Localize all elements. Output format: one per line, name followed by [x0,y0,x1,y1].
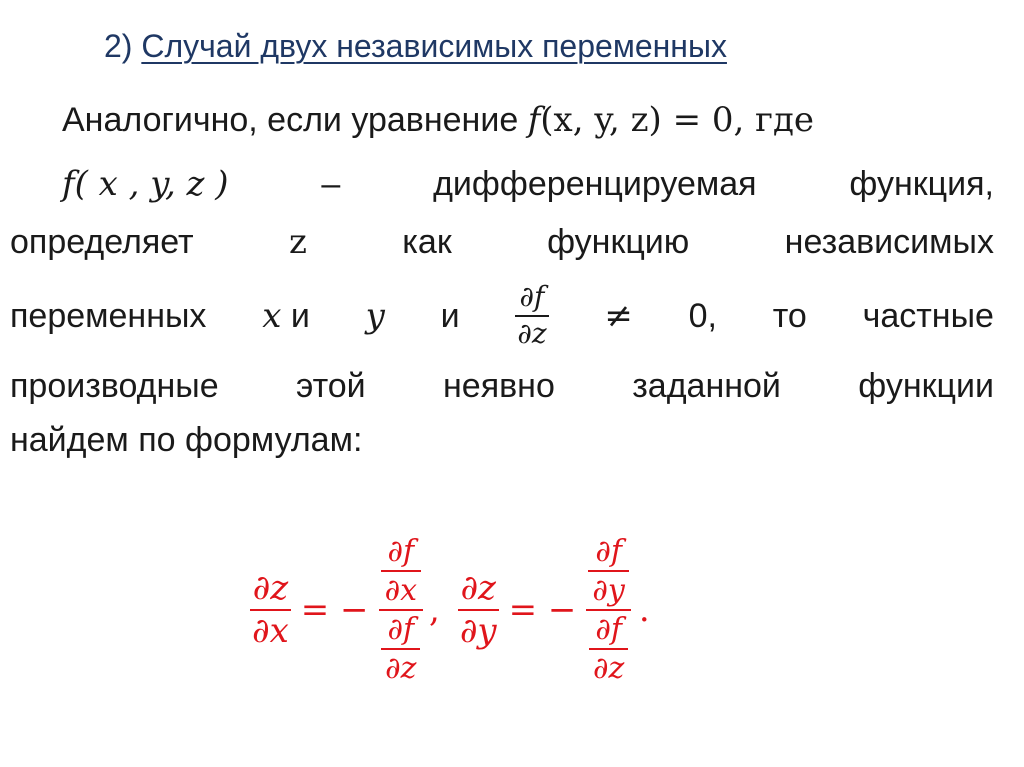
line4-then: то [772,297,807,335]
text-line-5 [10,366,994,406]
line2-word-1: дифференцируемая [433,165,757,203]
line4-y: y [365,296,385,336]
formula-eq-2: = − [508,590,577,630]
lhs1-denominator: ∂x [252,611,289,651]
formula-lhs-1 [250,567,291,651]
line3-word-3: функцию [547,223,690,261]
rhs2-bottom-denominator: ∂z [592,651,625,686]
formula-rhs-2 [586,535,630,685]
slide-title [104,28,727,65]
text-line-4 [10,276,994,356]
line1-args: (x, y, z) = 0, где [540,100,815,140]
line1-f: f [527,100,541,140]
line4-frac-denominator: ∂z [517,317,547,350]
line4-zero: 0, [688,297,717,335]
line2-dash: – [321,165,341,203]
rhs2-top-denominator: ∂y [592,573,625,608]
line3-word-2: как [402,223,452,261]
formula-rhs-1 [379,535,423,685]
fraction-bar [588,570,628,572]
line4-word-1: переменных [10,297,207,335]
fraction-bar [381,570,421,572]
formula-comma: , [429,590,440,630]
line5-word-3: неявно [443,367,555,405]
line5-word-2: этой [295,367,366,405]
rhs1-bottom-numerator: ∂f [387,612,415,647]
rhs1-top-fraction [381,535,421,607]
formula-eq-1: = − [300,590,369,630]
rhs1-top-denominator: ∂x [384,573,417,608]
text-line-2 [62,164,994,204]
line4-x: x [262,296,282,336]
line2-function: f( x , y, z ) [62,164,229,204]
fraction-bar-main [379,609,423,611]
lhs2-denominator: ∂y [459,611,497,651]
formula-lhs-2 [458,567,499,651]
fraction-bar [589,648,628,650]
fraction-bar [381,648,420,650]
title-text: Случай двух независимых переменных [141,28,727,64]
rhs1-top-numerator: ∂f [387,534,415,569]
rhs2-bottom-numerator: ∂f [595,612,622,647]
line5-word-5: функции [858,367,994,405]
line4-partial: частные [862,297,994,335]
line4-and-1: и [290,297,310,335]
line1-text: Аналогично, если уравнение [62,101,528,139]
line4-neq: ≠ [604,296,633,336]
lhs1-numerator: ∂z [252,567,289,608]
title-number: 2) [104,28,133,64]
fraction-bar-main [586,609,630,611]
line4-fraction [515,282,548,350]
line5-word-4: заданной [632,367,781,405]
text-line-1 [62,100,814,140]
rhs1-bottom-denominator: ∂z [385,651,417,686]
line5-word-1: производные [10,367,219,405]
line2-word-2: функция, [849,165,994,203]
line3-z: z [289,222,307,262]
rhs2-top-fraction [588,535,628,607]
formula-block [250,510,770,710]
rhs2-bottom-fraction [589,613,628,685]
lhs2-numerator: ∂z [460,567,496,608]
text-line-6 [10,420,362,460]
line4-frac-numerator: ∂f [519,280,545,314]
text-line-3 [10,222,994,262]
rhs1-bottom-fraction [381,613,420,685]
line3-word-4: независимых [784,223,994,261]
rhs2-top-numerator: ∂f [595,534,622,569]
line4-and-2: и [440,297,460,335]
formula-period: . [638,590,650,630]
line3-word-1: определяет [10,223,194,261]
line6-text: найдем по формулам: [10,421,363,459]
